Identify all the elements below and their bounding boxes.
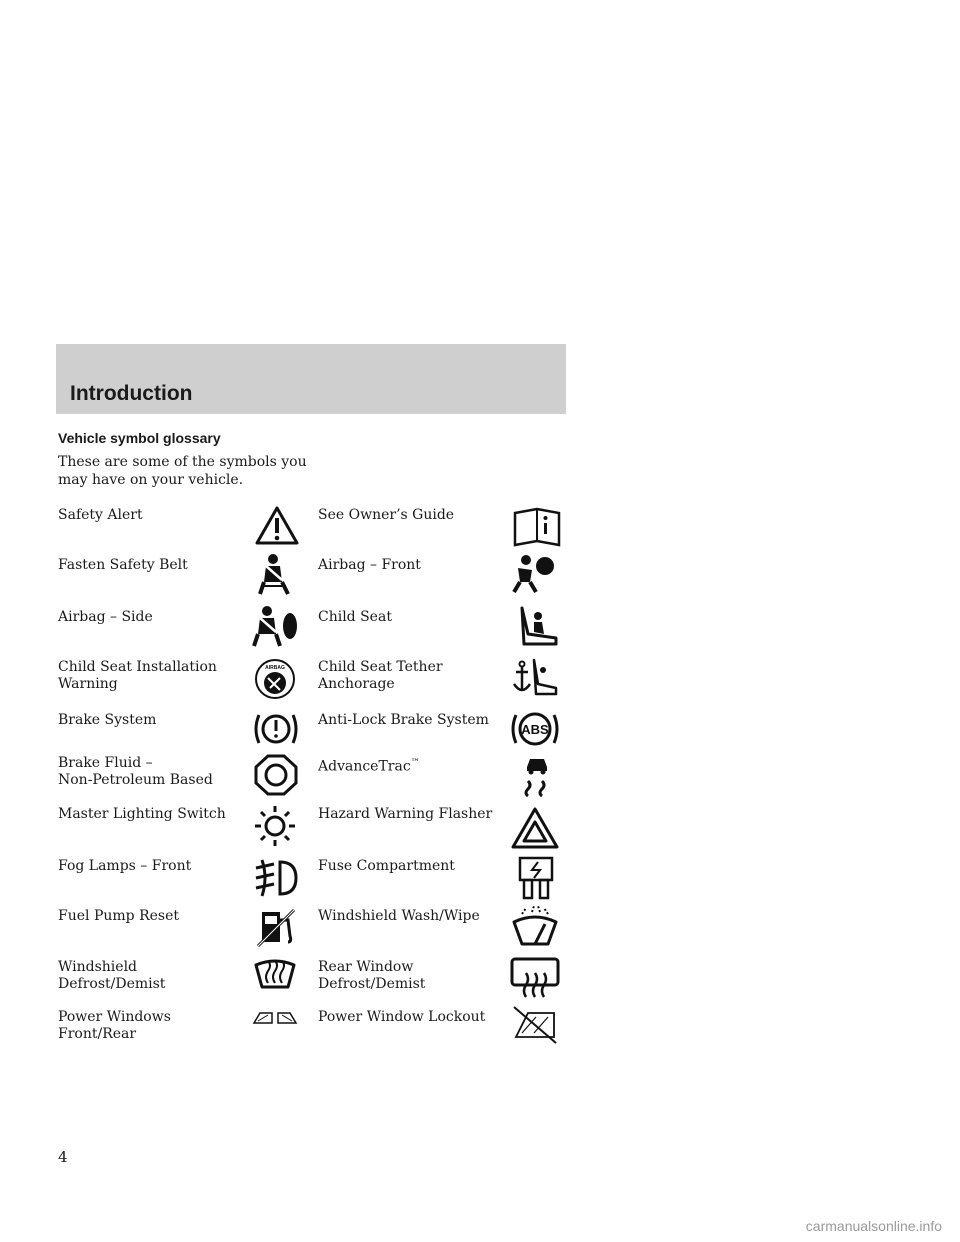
symbol-label: Child Seat Installation Warning	[58, 659, 217, 692]
hazard-icon	[510, 806, 560, 850]
symbol-label: See Owner’s Guide	[318, 507, 455, 523]
airbag-front-icon	[510, 552, 560, 596]
symbol-label: Airbag – Side	[58, 609, 153, 625]
child-seat-warning-icon	[250, 656, 300, 700]
symbol-label: Airbag – Front	[318, 557, 421, 573]
symbol-label: Safety Alert	[58, 507, 143, 523]
airbag-side-icon	[250, 604, 300, 648]
symbol-label: Brake Fluid – Non-Petroleum Based	[58, 755, 213, 788]
intro-text: These are some of the symbols you may have on your vehicle.	[58, 454, 307, 488]
fog-lamp-icon	[250, 856, 300, 900]
advancetrac-label: AdvanceTrac	[318, 758, 411, 775]
abs-icon	[510, 707, 560, 751]
symbol-label: Hazard Warning Flasher	[318, 806, 493, 822]
master-lighting-icon	[250, 804, 300, 848]
symbol-label: Fuel Pump Reset	[58, 908, 179, 924]
brake-system-icon	[251, 707, 301, 751]
symbol-label: Fasten Safety Belt	[58, 557, 188, 573]
child-seat-icon	[512, 604, 562, 648]
page-title: Introduction	[70, 382, 193, 405]
symbol-label: Fuse Compartment	[318, 858, 455, 874]
symbol-label: Power Windows Front/Rear	[58, 1009, 171, 1042]
fuse-icon	[512, 856, 562, 900]
symbol-label	[318, 755, 493, 776]
symbol-label: Child Seat	[318, 609, 392, 625]
power-windows-icon	[250, 1003, 300, 1047]
wash-wipe-icon	[510, 904, 560, 948]
safety-alert-icon	[252, 503, 302, 547]
symbol-label: Child Seat Tether Anchorage	[318, 659, 443, 692]
airbag-text: AIRBAG	[265, 665, 285, 671]
rear-defrost-icon	[510, 955, 560, 999]
page-number: 4	[58, 1148, 68, 1166]
watermark: carmanualsonline.info	[805, 1218, 942, 1234]
symbol-label: Fog Lamps – Front	[58, 858, 192, 874]
symbol-label: Master Lighting Switch	[58, 806, 226, 822]
windshield-defrost-icon	[250, 955, 300, 999]
symbol-label: Anti-Lock Brake System	[318, 712, 489, 728]
symbol-label: Power Window Lockout	[318, 1009, 486, 1025]
symbol-label: Windshield Wash/Wipe	[318, 908, 480, 924]
fuel-pump-icon	[250, 904, 300, 948]
window-lockout-icon	[510, 1003, 560, 1047]
trademark-mark: ™	[410, 758, 420, 768]
symbol-label: Windshield Defrost/Demist	[58, 959, 166, 992]
abs-text: ABS	[521, 722, 549, 737]
section-title: Vehicle symbol glossary	[58, 430, 221, 446]
tether-anchor-icon	[510, 656, 560, 700]
symbol-label: Brake System	[58, 712, 157, 728]
brake-fluid-icon	[251, 753, 301, 797]
seat-belt-icon	[250, 552, 300, 596]
advancetrac-icon	[512, 753, 562, 797]
owners-guide-icon	[512, 505, 562, 549]
symbol-label: Rear Window Defrost/Demist	[318, 959, 426, 992]
